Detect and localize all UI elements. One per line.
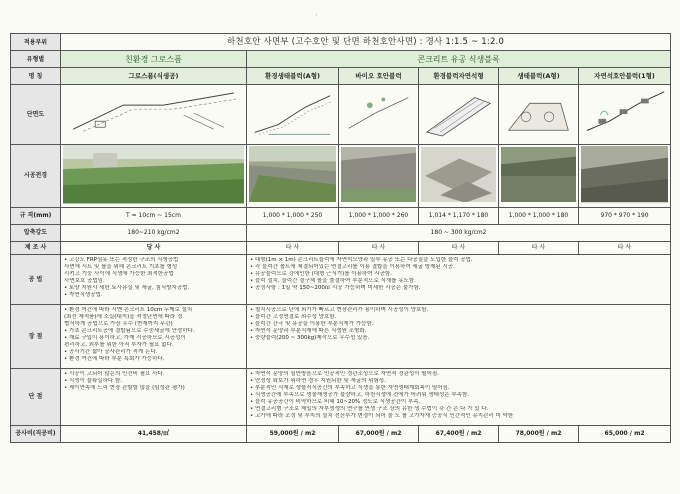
section-diagram-2 bbox=[341, 86, 416, 140]
method-block: • 대형(1m × 1m) 콘크리트블럭에 자연석모양과 일부 유공 또는 다공질을 도입한 블럭 공법. • 각 블럭간 볼트에 체결되어있는 연결고리를 이용 결합을 이용하여 세굴 방제된 시공. • 유공블럭으로 강에인한 (대형 근식기)를 이용하여 시공함. • 블럭 설치, 블럭간 결구체 볼을 풀결하여 부분적으로 식재를 유도함. • 공정사항 : 1일 약 150~200㎡ 시공 가능하며 미세한 시공은 불가함. bbox=[247, 254, 671, 304]
photo-2 bbox=[341, 147, 416, 203]
size-1: 1,000 * 1,000 * 250 bbox=[247, 207, 339, 224]
label-merit: 장 점 bbox=[11, 304, 61, 368]
sheet-title: 하천호안 사면부 (고수호안 및 단면 하천호안사면) : 경사 1:1.5 ~ 1:2.0 bbox=[61, 34, 671, 51]
maker-0: 당 사 bbox=[61, 241, 247, 254]
section-drawing-0 bbox=[61, 85, 247, 145]
strength-block: 180 ~ 300 kg/cm2 bbox=[247, 224, 671, 241]
comparison-table bbox=[10, 33, 671, 443]
label-type: 유형별 bbox=[11, 51, 61, 68]
label-photo: 시공전경 bbox=[11, 145, 61, 207]
size-0: T = 10cm ~ 15cm bbox=[61, 207, 247, 224]
cost-0: 41,458/㎡ bbox=[61, 425, 247, 442]
size-4: 1,000 * 1,000 * 180 bbox=[499, 207, 579, 224]
demerit-block: • 자연석 문양의 일반방음으로 인공적인 경관조성으로 자연적 경관성이 떨어짐. • 안정성 확보가 위하면 경우 지원되한 및 세굴의 위험성. • 부분적인 식재로 생물서식공간의 부족하고 식생을 통한 자연생태계회복이 떨어짐. • 식생공간에 부족으로 생물재생공가 불량하고, 하천식생에 전에가 어려워 생태성은 부족함. • 블럭 유공공간이 비약하므로 비해 10~20% 정도로 식생공간이 부족. • 연결고리형 구조로 제일의 자부생생의 연구를 연생 구조 상의 유한 생 수법이 갖 간 은 다 가 있 다. • 고가에 따라 조정 및 부지의 설치 전산부가 변경이 되어 물 도 를 고가자재 증공식 인간적인 유지관리 미 약한 bbox=[247, 368, 671, 425]
method-grow: • 고강도 FRP섬유 또는 적정한 구조의 식생공법 사면에 시트 및 틀을 위해 콘크리트 기초를 형성 시키고 기둥 사이에 식생에 가능한 최적한공법 사면보호 공법임. • 토양 지원시 세한 토사유실 및 세굴, 침식방지공법. • 자연식생공법. bbox=[61, 254, 247, 304]
section-drawing-2 bbox=[339, 85, 419, 145]
cost-5: 65,000 / m2 bbox=[579, 425, 671, 442]
label-name: 명 칭 bbox=[11, 68, 61, 85]
section-drawing-5 bbox=[579, 85, 671, 145]
photo-cell-1 bbox=[247, 145, 339, 207]
section-drawing-1 bbox=[247, 85, 339, 145]
label-maker: 제 조 사 bbox=[11, 241, 61, 254]
product-name-2: 바이오 호안블럭 bbox=[339, 68, 419, 85]
cost-1: 59,000원 / m2 bbox=[247, 425, 339, 442]
section-diagram-grow bbox=[63, 85, 244, 141]
product-name-3: 환경블럭자연석형 bbox=[419, 68, 499, 85]
cost-3: 67,400원 / m2 bbox=[419, 425, 499, 442]
demerit-grow: • 시공이 고되어 많은의 인건비 필요 사다. • 식생이 불확실하다 함. • 제이연속에 드릭 현장 관할할 많을 (임성관 평가) bbox=[61, 368, 247, 425]
maker-4: 타 사 bbox=[499, 241, 579, 254]
photo-cell-4 bbox=[499, 145, 579, 207]
section-diagram-5 bbox=[581, 86, 668, 140]
label-size: 규 격(mm) bbox=[11, 207, 61, 224]
cost-2: 67,000원 / m2 bbox=[339, 425, 419, 442]
section-diagram-1 bbox=[249, 86, 336, 140]
type-block: 콘크리트 유공 식생블록 bbox=[247, 51, 671, 68]
maker-1: 타 사 bbox=[247, 241, 339, 254]
size-2: 1,000 * 1,000 * 260 bbox=[339, 207, 419, 224]
section-drawing-4 bbox=[499, 85, 579, 145]
label-section: 단면도 bbox=[11, 85, 61, 145]
section-diagram-3 bbox=[421, 86, 496, 140]
photo-grow bbox=[63, 145, 244, 203]
photo-cell-2 bbox=[339, 145, 419, 207]
product-name-4: 생태블럭(A형) bbox=[499, 68, 579, 85]
merit-block: • 철치시공으로 단에 외기가 빠르고 현장관리가 용이하며 시공성이 양호함. • 블럭간 고정연결로 외수성 양호함. • 블럭간 간극 및 유공을 이용한 부분식재가 가능함. • 자연석 문양과 부분식재에 따른 식생원 조형화. • 중량블럭(200 ~ 300kg)제작으로 우수성 있음. bbox=[247, 304, 671, 368]
size-3: 1,014 * 1,170 * 180 bbox=[419, 207, 499, 224]
photo-cell-3 bbox=[419, 145, 499, 207]
product-name-1: 환경생태블럭(A형) bbox=[247, 68, 339, 85]
maker-2: 타 사 bbox=[339, 241, 419, 254]
photo-4 bbox=[501, 147, 576, 203]
label-strength: 압축강도 bbox=[11, 224, 61, 241]
product-name-5: 자연석호안블럭(1형) bbox=[579, 68, 671, 85]
photo-1 bbox=[249, 146, 336, 202]
strength-grow: 180~210 kg/cm2 bbox=[61, 224, 247, 241]
scan-mark: ' bbox=[316, 14, 318, 20]
comparison-sheet bbox=[10, 33, 670, 481]
photo-3 bbox=[421, 147, 496, 203]
label-method: 공 법 bbox=[11, 254, 61, 304]
maker-3: 타 사 bbox=[419, 241, 499, 254]
photo-cell-5 bbox=[579, 145, 671, 207]
maker-5: 타 사 bbox=[579, 241, 671, 254]
label-cost: 공사비(직공비) bbox=[11, 425, 61, 442]
label-location: 적용부위 bbox=[11, 34, 61, 51]
section-drawing-3 bbox=[419, 85, 499, 145]
photo-5 bbox=[581, 146, 668, 202]
photo-cell-0 bbox=[61, 145, 247, 207]
size-5: 970 * 970 * 190 bbox=[579, 207, 671, 224]
label-demerit: 단 점 bbox=[11, 368, 61, 425]
type-grow: 친환경 그로스폼 bbox=[61, 51, 247, 68]
merit-grow: • 환경 여건에 따라 시멘 콘크리트 10cm 두께로 설치 (최선 체적품)에 소실(대지)을 적정단면에 따라 정 협식하게 공법으로 가장 우수 (현재까지 무관) • 가초 콘크리트공에 결합됨으로 수중세굴에 안정하다. • 재료 구입이 용이하고, 가재 시공하므로 시공성이 편리하고, 외부를 위한 아직 부자가 필요 없다. • 공사기간 짧아 공사관리가 적게 든다. • 환경 여건에 따라 부분 특회가 가능하다. bbox=[61, 304, 247, 368]
section-diagram-4 bbox=[501, 86, 576, 140]
product-name-0: 그로스폼(식생공) bbox=[61, 68, 247, 85]
cost-4: 78,000원 / m2 bbox=[499, 425, 579, 442]
